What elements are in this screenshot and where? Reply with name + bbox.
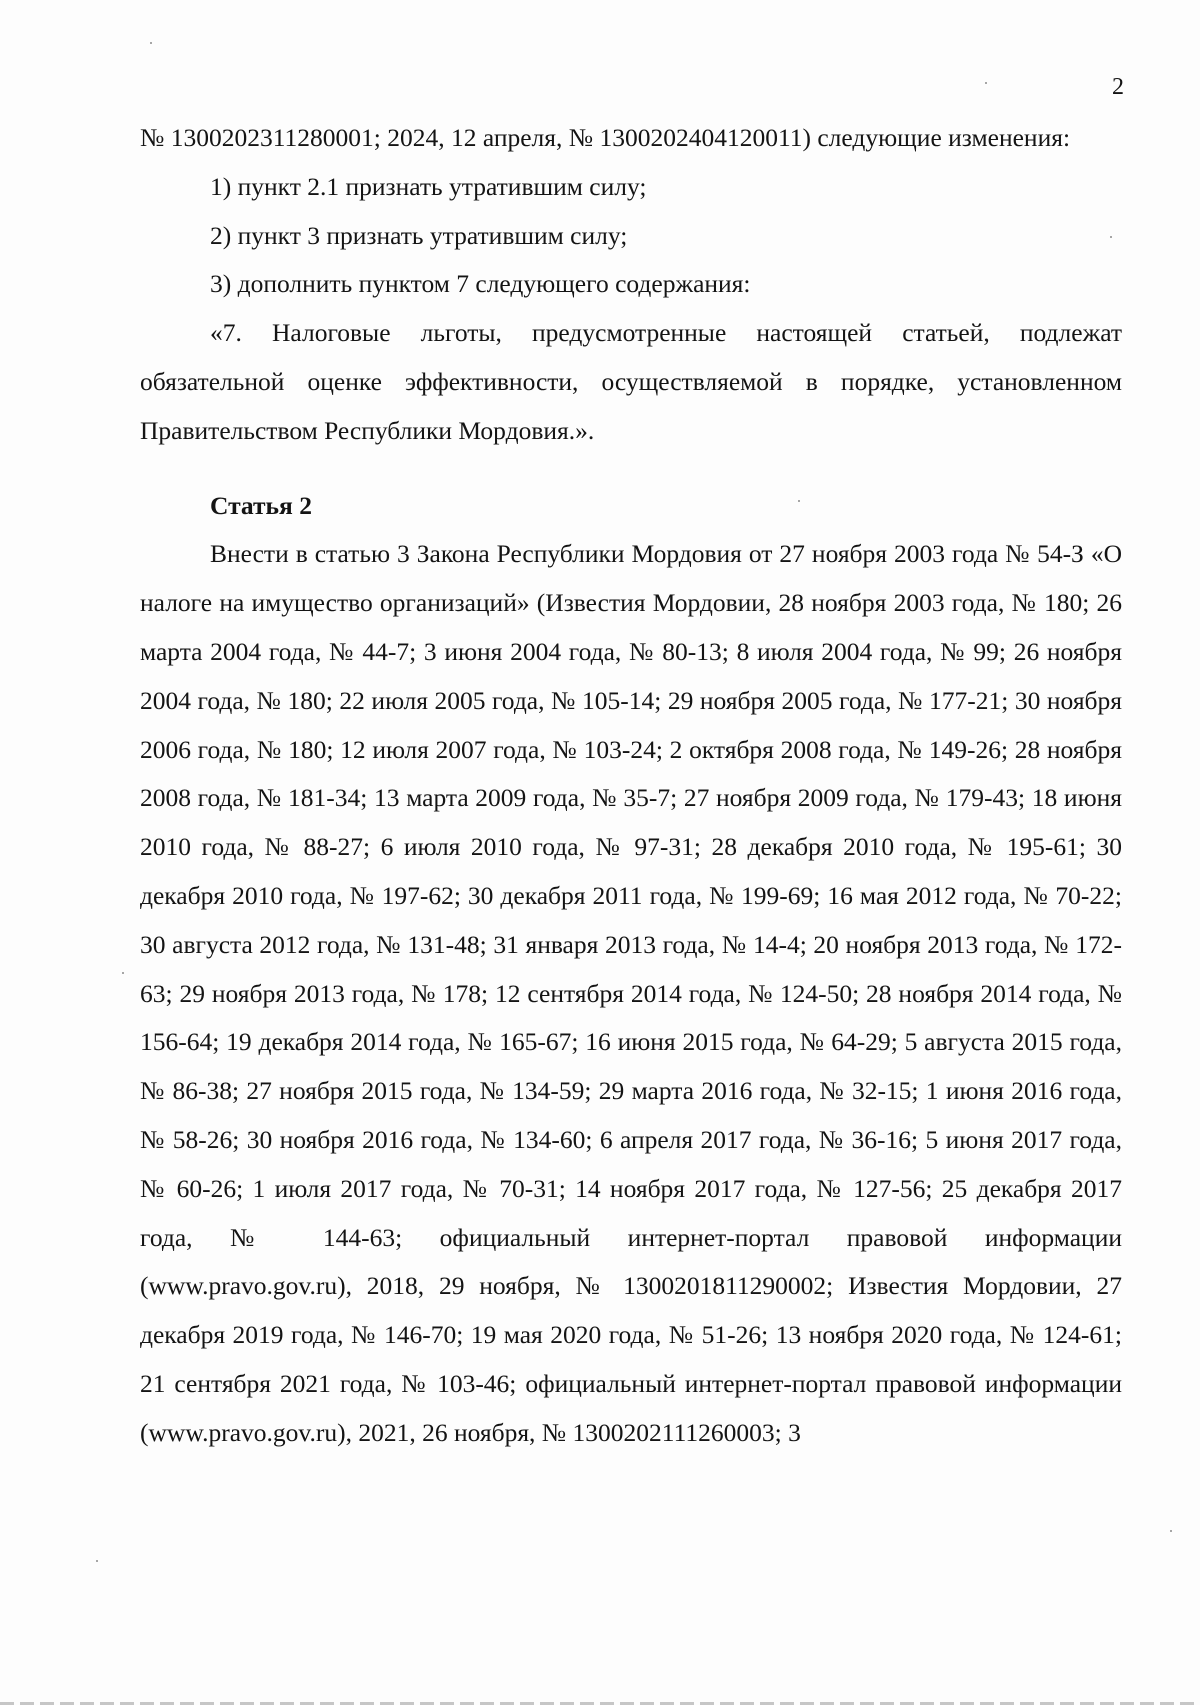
scan-speck: [150, 42, 152, 44]
list-item-1: 1) пункт 2.1 признать утратившим силу;: [210, 171, 647, 201]
paragraph-continuation: № 1300202311280001; 2024, 12 апреля, № 1300202404120011) следующие изменения:: [140, 123, 1071, 152]
scan-speck: [1170, 1530, 1172, 1532]
list-item-2: 2) пункт 3 признать утратившим силу;: [210, 220, 628, 250]
article-heading: Статья 2: [210, 490, 312, 520]
scan-speck: [985, 82, 987, 84]
document-body: [140, 114, 1122, 1458]
quoted-amendment: «7. Налоговые льготы, предусмотренные настоящей статьей, подлежат обязательной оценке эффективности, осуществляемой в порядке, установленном Правительством Республики Мордовия.».: [140, 318, 1122, 445]
scan-speck: [96, 1560, 98, 1562]
article-2-text: Внести в статью 3 Закона Республики Мордовия от 27 ноября 2003 года № 54-З «О налоге на имущество организаций» (Известия Мордовии, 28 ноября 2003 года, № 180; 26 марта 2004 года, № 44-7; 3 июня 2004 года, № 80-13; 8 июля 2004 года, № 99; 26 ноября 2004 года, № 180; 22 июля 2005 года, № 105-14; 29 ноября 2005 года, № 177-21; 30 ноября 2006 года, № 180; 12 июля 2007 года, № 103-24; 2 октября 2008 года, № 149-26; 28 ноября 2008 года, № 181-34; 13 марта 2009 года, № 35-7; 27 ноября 2009 года, № 179-43; 18 июня 2010 года, № 88-27; 6 июля 2010 года, № 97-31; 28 декабря 2010 года, № 195-61; 30 декабря 2010 года, № 197-62; 30 декабря 2011 года, № 199-69; 16 мая 2012 года, № 70-22; 30 августа 2012 года, № 131-48; 31 января 2013 года, № 14-4; 20 ноября 2013 года, № 172-63; 29 ноября 2013 года, № 178; 12 сентября 2014 года, № 124-50; 28 ноября 2014 года, № 156-64; 19 декабря 2014 года, № 165-67; 16 июня 2015 года, № 64-29; 5 августа 2015 года, № 86-38; 27 ноября 2015 года, № 134-59; 29 марта 2016 года, № 32-15; 1 июня 2016 года, № 58-26; 30 ноября 2016 года, № 134-60; 6 апреля 2017 года, № 36-16; 5 июня 2017 года, № 60-26; 1 июля 2017 года, № 70-31; 14 ноября 2017 года, № 127-56; 25 декабря 2017 года, № 144-63; официальный интернет-портал правовой информации (www.pravo.gov.ru), 2018, 29 ноября, № 1300201811290002; Известия Мордовии, 27 декабря 2019 года, № 146-70; 19 мая 2020 года, № 51-26; 13 ноября 2020 года, № 124-61; 21 сентября 2021 года, № 103-46; официальный интернет-портал правовой информации (www.pravo.gov.ru), 2021, 26 ноября, № 1300202111260003; 3: [140, 539, 1122, 1447]
list-item-3: 3) дополнить пунктом 7 следующего содержания:: [210, 269, 751, 299]
scan-speck: [798, 500, 800, 502]
page-number: 2: [1112, 74, 1124, 100]
scan-speck: [122, 972, 124, 974]
scan-speck: [1110, 236, 1112, 238]
